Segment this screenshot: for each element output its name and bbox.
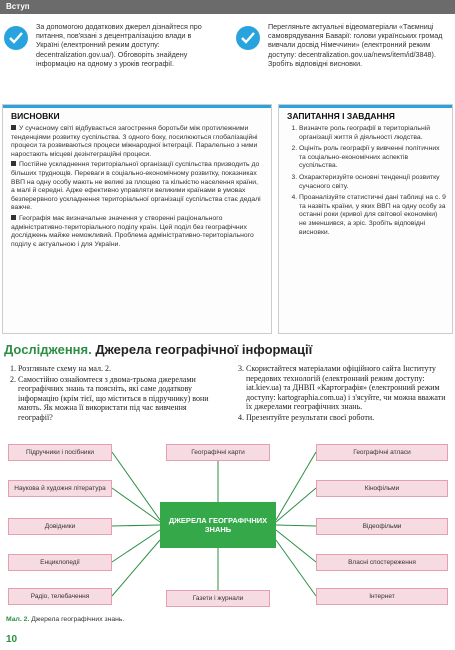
node-science-literature: Наукова й художня література — [8, 480, 112, 497]
node-encyclopedias: Енциклопедії — [8, 554, 112, 571]
diagram-center: ДЖЕРЕЛА ГЕОГРАФІЧНИХ ЗНАНЬ — [160, 502, 276, 548]
bullet-square-icon — [11, 215, 16, 220]
node-observations: Власні спостереження — [316, 554, 448, 571]
connector-line — [276, 530, 316, 562]
research-label: Дослідження. — [4, 342, 92, 357]
sources-diagram — [0, 440, 455, 610]
tasks-title: ЗАПИТАННЯ І ЗАВДАННЯ — [287, 111, 395, 121]
info-block-right — [236, 22, 446, 92]
tasks-list — [299, 125, 446, 237]
checkmark-icon — [236, 26, 260, 50]
connector-line — [276, 452, 316, 520]
research-step: 4. Презентуйте результати своєї роботи. — [246, 413, 452, 423]
info-block-left — [4, 22, 214, 92]
bullet-square-icon — [11, 161, 16, 166]
node-textbooks: Підручники і посібники — [8, 444, 112, 461]
connector-line — [112, 540, 160, 596]
figure-caption — [6, 616, 124, 623]
conclusions-box — [2, 104, 272, 334]
node-atlases: Географічні атласи — [316, 444, 448, 461]
connector-line — [112, 452, 160, 520]
top-bar — [0, 0, 455, 14]
connector-line — [112, 488, 160, 522]
accent-bar — [279, 105, 452, 108]
research-step: 1. Розгляньте схему на мал. 2. — [18, 364, 222, 374]
conclusion-item: У сучасному світі відбувається загострення боротьби між протилежними тенденціями розвитку суспільства. З одного боку, посилюються глобалізаційні процеси та розвиваються процеси міжнародної інтеграції. Паралельно з ними наростають місцеві дезінтеграційні процеси. — [11, 125, 258, 158]
node-maps: Географічні карти — [166, 444, 270, 461]
tasks-box — [278, 104, 453, 334]
connector-line — [276, 540, 316, 596]
task-item: 4. Проаналізуйте статистичні дані таблиці на с. 9 та назвіть країни, у яких ВВП на одну особу за останні роки (кривої для світової економіки) не зменшився, а зріс. Зробіть відповідні висновки. — [299, 194, 446, 237]
bullet-square-icon — [11, 125, 16, 130]
conclusions-title: ВИСНОВКИ — [11, 111, 60, 121]
research-title: Джерела географічної інформації — [95, 342, 313, 357]
research-step: 2. Самостійно ознайомтеся з двома-трьома джерелами географічних знань та поясніть, які саме додаткову інформацію (крім тієї, що міститься в підручнику) вони мають. Як можна її використати під час вивчення географії? — [18, 375, 222, 423]
connector-line — [112, 530, 160, 562]
conclusion-item: Постійне ускладнення територіальної організації суспільства призводить до більших труднощів. Переваги в соціально-економічному розвитку, показниках ВВП на одну особу мають не великі за площею та кількістю населення країни, а малі й середні. Адже ефективно управляти великими країнами в умовах безперервного ускладнення територіальної організації суспільства стає дедалі важче. — [11, 161, 261, 212]
node-internet: Інтернет — [316, 588, 448, 605]
info-text-right: Перегляньте актуальні відеоматеріали «Таємниці самоврядування Баварії: голови українських громад вивчали досвід Німеччини» (електронний режим доступу: decentralization.gov.ua/news/item/id/3848). Зробіть відповідні висновки. — [268, 22, 443, 68]
section-tag: Вступ — [6, 2, 30, 11]
node-radio-tv: Радіо, телебачення — [8, 588, 112, 605]
connector-line — [112, 525, 160, 526]
connector-line — [276, 488, 316, 522]
page-number: 10 — [6, 634, 18, 645]
node-videos: Відеофільми — [316, 518, 448, 535]
research-heading — [4, 342, 312, 357]
node-references: Довідники — [8, 518, 112, 535]
conclusion-item: Географія має визначальне значення у створенні раціонального адміністративно-територіального поділу країн. Цей поділ без географічних досліджень майже неможливий. Проблема адміністративно-територіального поділу є актуальною і для України. — [11, 214, 254, 248]
caption-label: Мал. 2. — [6, 616, 30, 623]
task-item: 2. Оцініть роль географії у вивченні політичних та соціально-економічних аспектів суспільства. — [299, 145, 446, 171]
accent-bar — [3, 105, 271, 108]
task-item: 3. Охарактеризуйте основні тенденції розвитку сучасного світу. — [299, 174, 446, 191]
research-step: 3. Скористайтеся матеріалами офіційного сайта Інституту передових технологій (електронний режим доступу: iat.kiev.ua) та ДНВП «Картографія» (електронний режим доступу: kartographia.com.ua) і з'ясуйте, чи можна вважати їх джерелами географічних знань. — [246, 364, 452, 412]
task-item: 1. Визначте роль географії в територіальній організації життя й діяльності людства. — [299, 125, 446, 142]
research-right-column — [232, 364, 452, 424]
checkmark-icon — [4, 26, 28, 50]
caption-text: Джерела географічних знань. — [31, 616, 125, 623]
connector-line — [276, 525, 316, 526]
node-films: Кінофільми — [316, 480, 448, 497]
node-newspapers: Газети і журнали — [166, 590, 270, 607]
info-text-left: За допомогою додаткових джерел дізнайтеся про питання, пов'язані з децентралізацією влади в Україні (електронний режим доступу: decentralization.gov.ua/). Обговоріть знайдену інформацію на одному з уроків географії. — [36, 22, 202, 68]
research-left-column — [4, 364, 222, 424]
